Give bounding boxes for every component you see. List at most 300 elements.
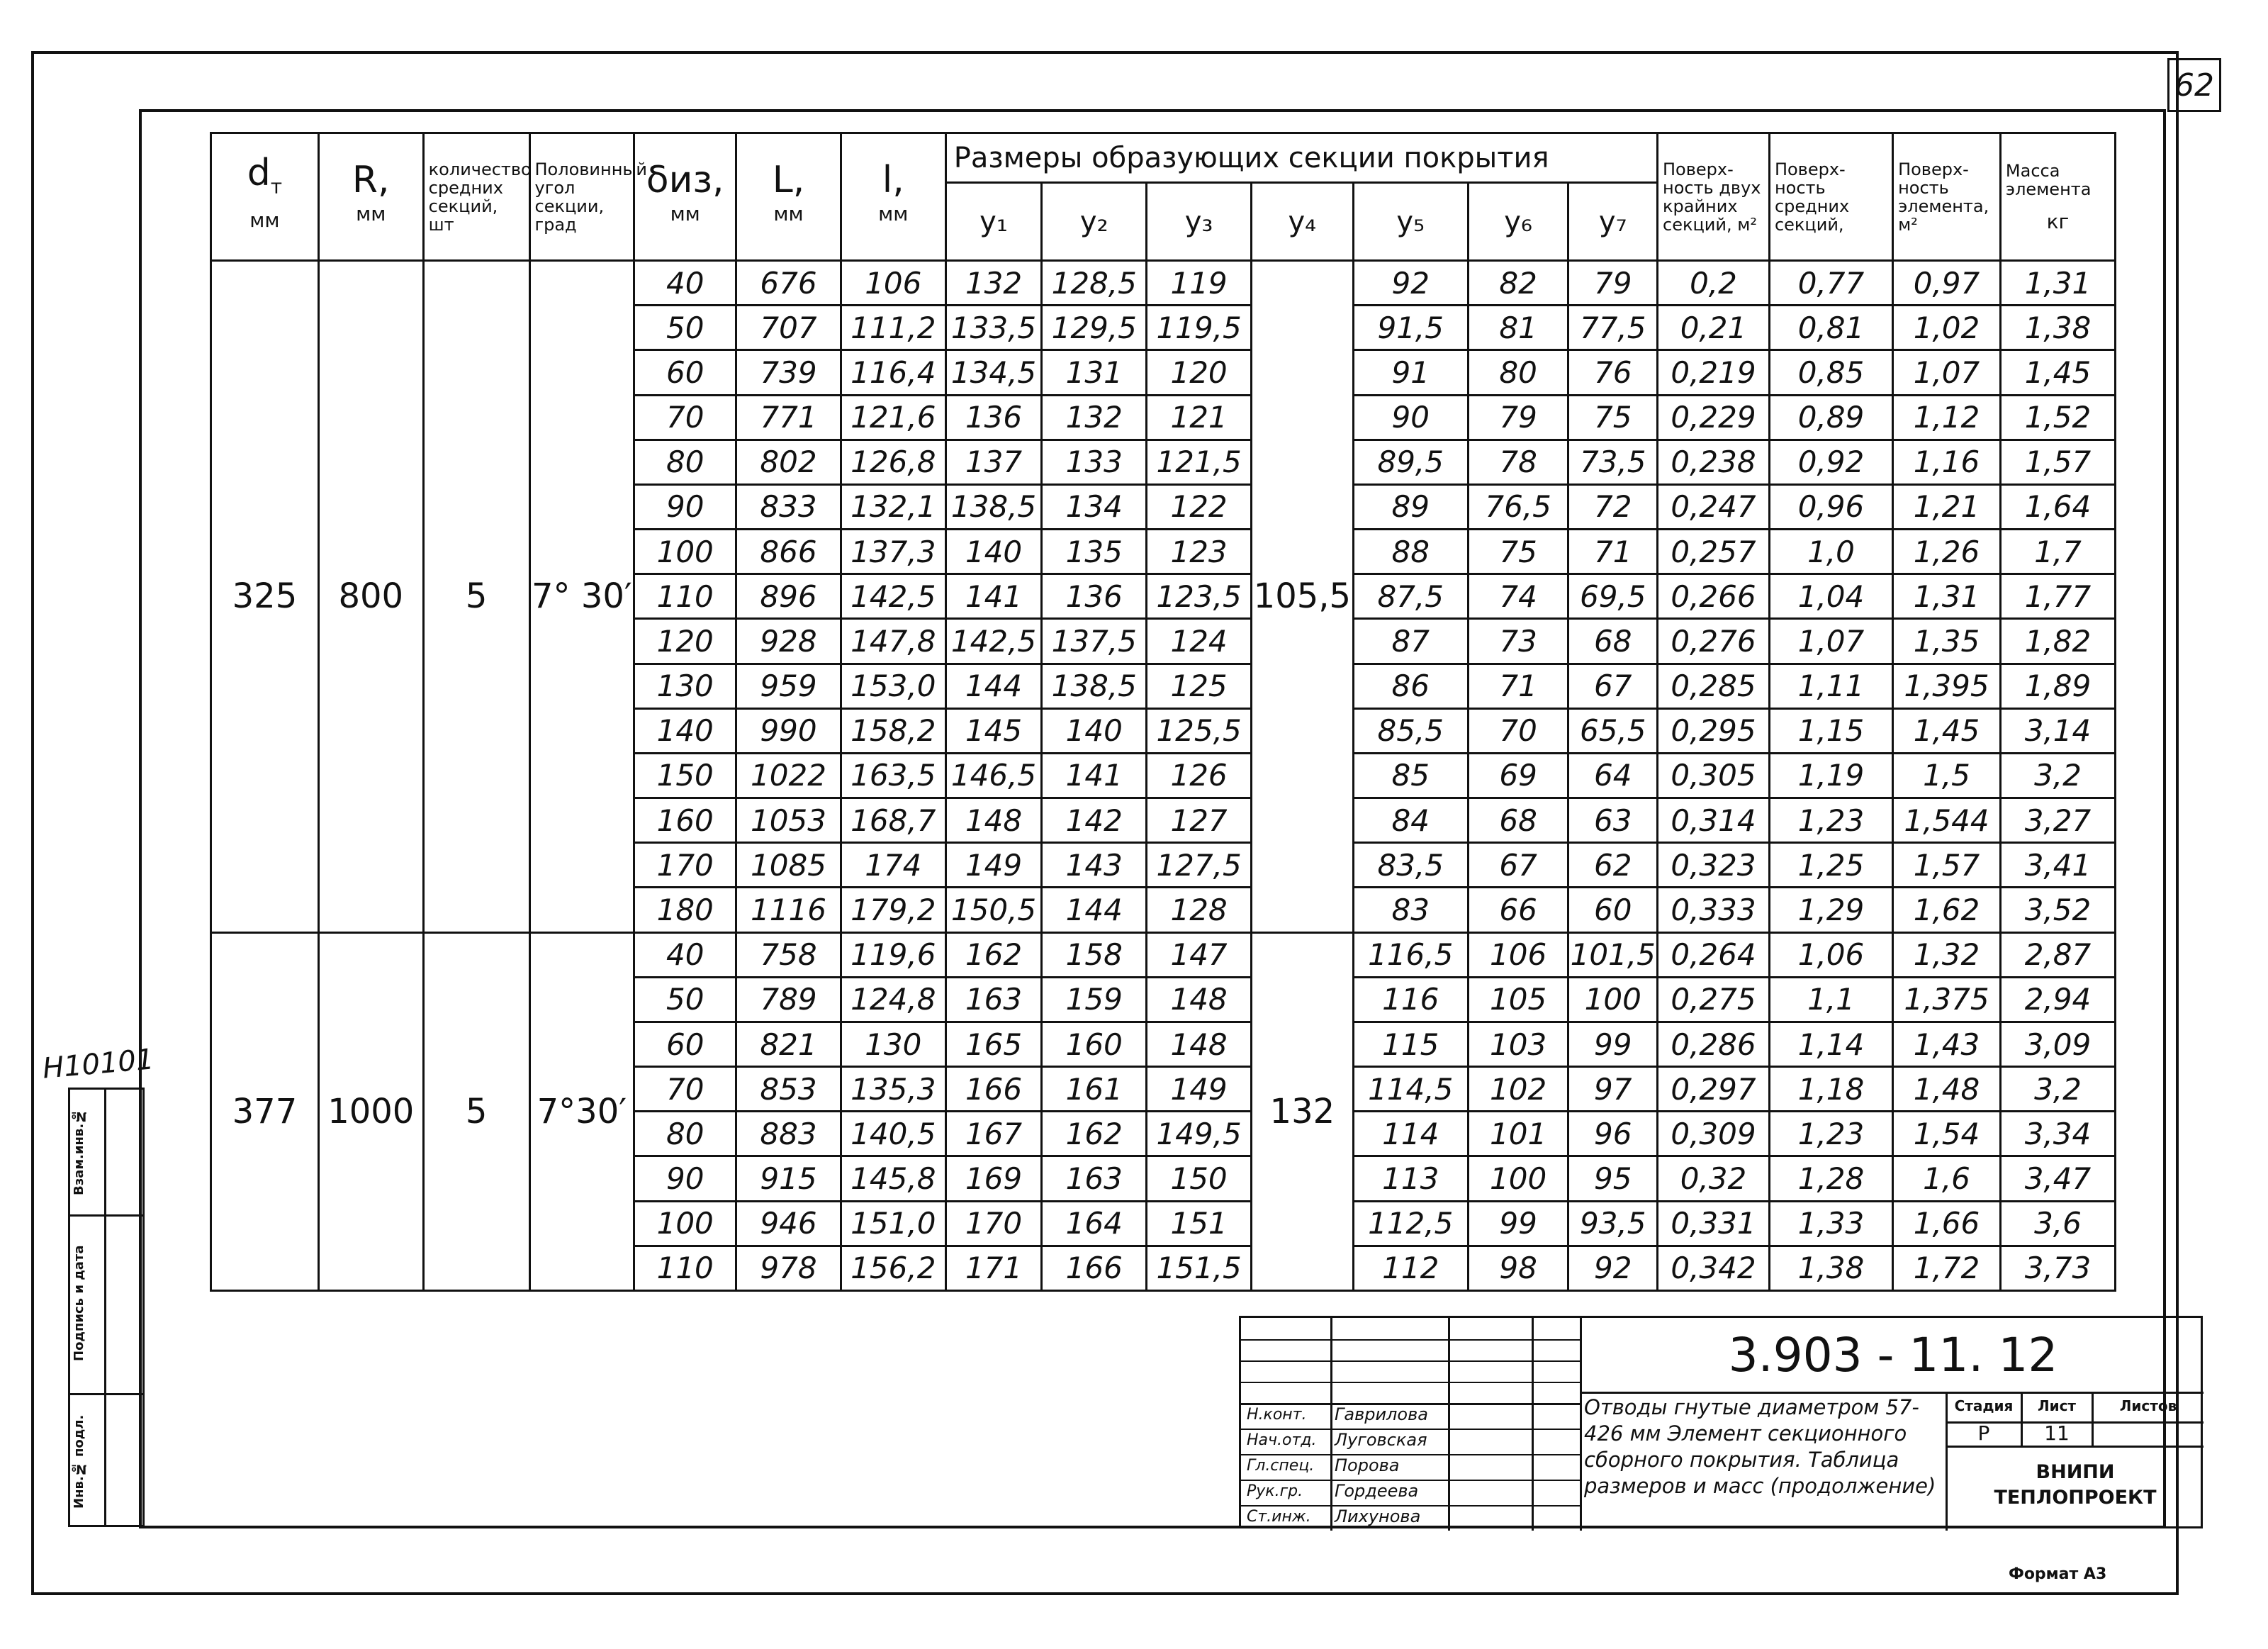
table-cell: 150 (1147, 1156, 1252, 1201)
table-cell: 151,0 (841, 1201, 945, 1246)
name-5: Лихунова (1335, 1507, 1421, 1526)
stage-value: Р (1977, 1421, 1990, 1445)
table-cell: 140 (1042, 708, 1147, 753)
table-cell: 0,309 (1658, 1112, 1770, 1156)
table-cell: 132 (1042, 395, 1147, 440)
table-cell: 160 (634, 798, 736, 843)
name-3: Порова (1335, 1455, 1400, 1475)
table-cell: 166 (945, 1067, 1042, 1112)
table-cell: 325 (211, 261, 319, 933)
table-cell: 1,57 (1893, 843, 2001, 888)
table-cell: 1,35 (1893, 619, 2001, 664)
table-cell: 100 (1568, 977, 1658, 1022)
table-cell: 1,26 (1893, 530, 2001, 574)
table-cell: 60 (1568, 888, 1658, 932)
table-cell: 1,11 (1769, 664, 1892, 708)
table-cell: 990 (736, 708, 841, 753)
table-cell: 87 (1353, 619, 1468, 664)
table-cell: 1,82 (2000, 619, 2115, 664)
table-cell: 1,7 (2000, 530, 2115, 574)
table-cell: 140 (634, 708, 736, 753)
header-sizes-group: Размеры образующих секции покрытия (945, 133, 1657, 183)
header-r: R, мм (318, 133, 423, 261)
header-surface-end: Поверх-ность двух крайних секций, м² (1658, 133, 1770, 261)
table-cell: 119 (1147, 261, 1252, 306)
table-cell: 179,2 (841, 888, 945, 932)
table-cell: 151,5 (1147, 1246, 1252, 1290)
table-cell: 0,276 (1658, 619, 1770, 664)
table-cell: 789 (736, 977, 841, 1022)
table-cell: 0,333 (1658, 888, 1770, 932)
table-cell: 1,66 (1893, 1201, 2001, 1246)
table-cell: 79 (1468, 395, 1568, 440)
name-2: Луговская (1335, 1430, 1427, 1450)
table-cell: 2,94 (2000, 977, 2115, 1022)
table-cell: 7° 30′ (529, 261, 634, 933)
table-cell: 1,07 (1769, 619, 1892, 664)
table-cell: 126 (1147, 753, 1252, 798)
table-cell: 71 (1568, 530, 1658, 574)
table-cell: 145 (945, 708, 1042, 753)
table-cell: 160 (1042, 1022, 1147, 1066)
table-cell: 105,5 (1251, 261, 1353, 933)
table-cell: 128 (1147, 888, 1252, 932)
table-cell: 156,2 (841, 1246, 945, 1290)
table-cell: 124,8 (841, 977, 945, 1022)
table-cell: 0,96 (1769, 484, 1892, 529)
table-cell: 135 (1042, 530, 1147, 574)
table-cell: 1,54 (1893, 1112, 2001, 1156)
table-cell: 78 (1468, 440, 1568, 484)
table-cell: 120 (1147, 350, 1252, 395)
table-cell: 66 (1468, 888, 1568, 932)
table-cell: 103 (1468, 1022, 1568, 1066)
table-cell: 92 (1353, 261, 1468, 306)
table-cell: 3,6 (2000, 1201, 2115, 1246)
table-cell: 1,18 (1769, 1067, 1892, 1112)
table-cell: 0,266 (1658, 574, 1770, 619)
header-surface-mid: Поверх-ность средних секций, (1769, 133, 1892, 261)
table-cell: 0,238 (1658, 440, 1770, 484)
table-cell: 70 (634, 1067, 736, 1112)
table-cell: 132,1 (841, 484, 945, 529)
table-cell: 85 (1353, 753, 1468, 798)
table-cell: 163 (945, 977, 1042, 1022)
table-cell: 0,314 (1658, 798, 1770, 843)
table-cell: 866 (736, 530, 841, 574)
table-cell: 5 (423, 261, 529, 933)
table-cell: 3,2 (2000, 1067, 2115, 1112)
table-cell: 676 (736, 261, 841, 306)
table-cell: 0,219 (1658, 350, 1770, 395)
table-cell: 91 (1353, 350, 1468, 395)
table-cell: 89,5 (1353, 440, 1468, 484)
header-dt: $d_т$ мм (211, 133, 319, 261)
table-cell: 86 (1353, 664, 1468, 708)
table-cell: 166 (1042, 1246, 1147, 1290)
table-cell: 116 (1353, 977, 1468, 1022)
table-cell: 1,77 (2000, 574, 2115, 619)
table-cell: 162 (945, 932, 1042, 977)
organization: ВНИПИ ТЕПЛОПРОЕКТ (1994, 1461, 2157, 1509)
table-cell: 100 (1468, 1156, 1568, 1201)
table-cell: 75 (1568, 395, 1658, 440)
table-cell: 116,4 (841, 350, 945, 395)
table-cell: 883 (736, 1112, 841, 1156)
table-cell: 164 (1042, 1201, 1147, 1246)
table-cell: 81 (1468, 306, 1568, 350)
table-cell: 123,5 (1147, 574, 1252, 619)
table-cell: 80 (634, 1112, 736, 1156)
table-cell: 1,32 (1893, 932, 2001, 977)
header-half-angle: Половинный угол секции, град (529, 133, 634, 261)
table-cell: 165 (945, 1022, 1042, 1066)
table-cell: 1053 (736, 798, 841, 843)
table-cell: 114 (1353, 1112, 1468, 1156)
table-cell: 0,229 (1658, 395, 1770, 440)
table-cell: 150 (634, 753, 736, 798)
table-cell: 130 (634, 664, 736, 708)
table-cell: 1,06 (1769, 932, 1892, 977)
table-cell: 1,15 (1769, 708, 1892, 753)
side-code: Н10101 (41, 1043, 156, 1085)
table-cell: 98 (1468, 1246, 1568, 1290)
table-cell: 137,5 (1042, 619, 1147, 664)
table-cell: 120 (634, 619, 736, 664)
table-cell: 915 (736, 1156, 841, 1201)
table-cell: 106 (1468, 932, 1568, 977)
table-cell: 163 (1042, 1156, 1147, 1201)
table-cell: 63 (1568, 798, 1658, 843)
table-cell: 79 (1568, 261, 1658, 306)
table-cell: 1,12 (1893, 395, 2001, 440)
table-cell: 134,5 (945, 350, 1042, 395)
table-cell: 142,5 (945, 619, 1042, 664)
table-body (211, 261, 2116, 1291)
header-surface-element: Поверх-ность элемента, м² (1893, 133, 2001, 261)
table-cell: 67 (1468, 843, 1568, 888)
table-cell: 76 (1568, 350, 1658, 395)
table-cell: 1,31 (2000, 261, 2115, 306)
table-cell: 1000 (318, 932, 423, 1290)
table-cell: 80 (1468, 350, 1568, 395)
table-cell: 40 (634, 261, 736, 306)
table-cell: 83,5 (1353, 843, 1468, 888)
table-cell: 0,275 (1658, 977, 1770, 1022)
table-cell: 82 (1468, 261, 1568, 306)
table-cell: 143 (1042, 843, 1147, 888)
table-cell: 64 (1568, 753, 1658, 798)
table-cell: 84 (1353, 798, 1468, 843)
table-cell: 150,5 (945, 888, 1042, 932)
table-cell: 1,57 (2000, 440, 2115, 484)
table-cell: 149 (1147, 1067, 1252, 1112)
table-cell: 821 (736, 1022, 841, 1066)
table-cell: 1,07 (1893, 350, 2001, 395)
stage-label: Стадия (1954, 1397, 2014, 1414)
table-cell: 68 (1468, 798, 1568, 843)
table-cell: 0,297 (1658, 1067, 1770, 1112)
table-row (211, 932, 2116, 977)
table-cell: 148 (1147, 1022, 1252, 1066)
table-cell: 1,38 (2000, 306, 2115, 350)
table-cell: 99 (1568, 1022, 1658, 1066)
table-cell: 62 (1568, 843, 1658, 888)
table-cell: 136 (1042, 574, 1147, 619)
table-cell: 159 (1042, 977, 1147, 1022)
role-2: Нач.отд. (1247, 1431, 1317, 1449)
table-cell: 110 (634, 1246, 736, 1290)
table-cell: 802 (736, 440, 841, 484)
table-cell: 142,5 (841, 574, 945, 619)
header-y4: y₄ (1251, 183, 1353, 261)
table-cell: 3,52 (2000, 888, 2115, 932)
table-cell: 1,395 (1893, 664, 2001, 708)
table-cell: 145,8 (841, 1156, 945, 1201)
table-cell: 67 (1568, 664, 1658, 708)
table-cell: 0,305 (1658, 753, 1770, 798)
table-cell: 76,5 (1468, 484, 1568, 529)
table-cell: 162 (1042, 1112, 1147, 1156)
table-cell: 111,2 (841, 306, 945, 350)
table-cell: 1022 (736, 753, 841, 798)
table-cell: 144 (1042, 888, 1147, 932)
title-block (1239, 1316, 2203, 1528)
table-cell: 161 (1042, 1067, 1147, 1112)
table-cell: 167 (945, 1112, 1042, 1156)
table-cell: 148 (1147, 977, 1252, 1022)
table-cell: 1,38 (1769, 1246, 1892, 1290)
role-3: Гл.спец. (1247, 1457, 1315, 1475)
table-cell: 1,31 (1893, 574, 2001, 619)
table-cell: 928 (736, 619, 841, 664)
table-cell: 0,97 (1893, 261, 2001, 306)
table-cell: 3,34 (2000, 1112, 2115, 1156)
table-cell: 1085 (736, 843, 841, 888)
table-cell: 3,09 (2000, 1022, 2115, 1066)
table-cell: 0,247 (1658, 484, 1770, 529)
sheet-value: 11 (2044, 1421, 2070, 1445)
table-cell: 99 (1468, 1201, 1568, 1246)
table-cell: 1,14 (1769, 1022, 1892, 1066)
name-4: Гордеева (1335, 1481, 1419, 1501)
table-cell: 1,5 (1893, 753, 2001, 798)
table-cell: 70 (634, 395, 736, 440)
table-cell: 946 (736, 1201, 841, 1246)
table-cell: 123 (1147, 530, 1252, 574)
table-cell: 112 (1353, 1246, 1468, 1290)
role-5: Ст.инж. (1247, 1508, 1311, 1526)
header-y5: y₅ (1353, 183, 1468, 261)
table-cell: 106 (841, 261, 945, 306)
table-cell: 149 (945, 843, 1042, 888)
table-cell: 91,5 (1353, 306, 1468, 350)
table-cell: 128,5 (1042, 261, 1147, 306)
table-cell: 71 (1468, 664, 1568, 708)
table-cell: 2,87 (2000, 932, 2115, 977)
table-cell: 90 (1353, 395, 1468, 440)
size-mass-table (210, 132, 2116, 1292)
table-cell: 131 (1042, 350, 1147, 395)
table-cell: 89 (1353, 484, 1468, 529)
format-label: Формат А3 (2009, 1565, 2107, 1583)
document-title: Отводы гнутые диаметром 57- 426 мм Элемент секционного сборного покрытия. Таблица размеров и масс (продолжение) (1584, 1395, 1936, 1498)
table-cell: 73 (1468, 619, 1568, 664)
header-y7: y₇ (1568, 183, 1658, 261)
table-cell: 113 (1353, 1156, 1468, 1201)
table-cell: 124 (1147, 619, 1252, 664)
table-cell: 93,5 (1568, 1201, 1658, 1246)
table-cell: 96 (1568, 1112, 1658, 1156)
table-cell: 170 (945, 1201, 1042, 1246)
table-cell: 80 (634, 440, 736, 484)
table-cell: 72 (1568, 484, 1658, 529)
table-cell: 1,29 (1769, 888, 1892, 932)
table-cell: 3,14 (2000, 708, 2115, 753)
table-cell: 125 (1147, 664, 1252, 708)
table-cell: 126,8 (841, 440, 945, 484)
table-cell: 149,5 (1147, 1112, 1252, 1156)
header-y1: y₁ (945, 183, 1042, 261)
table-cell: 158,2 (841, 708, 945, 753)
header-y2: y₂ (1042, 183, 1147, 261)
table-cell: 142 (1042, 798, 1147, 843)
table-cell: 95 (1568, 1156, 1658, 1201)
table-cell: 1,62 (1893, 888, 2001, 932)
table-cell: 158 (1042, 932, 1147, 977)
table-row (211, 261, 2116, 306)
document-code: 3.903 - 11. 12 (1728, 1328, 2058, 1382)
table-cell: 130 (841, 1022, 945, 1066)
table-cell: 1,21 (1893, 484, 2001, 529)
table-cell: 739 (736, 350, 841, 395)
name-1: Гаврилова (1335, 1404, 1428, 1424)
table-cell: 170 (634, 843, 736, 888)
table-cell: 141 (1042, 753, 1147, 798)
table-cell: 140 (945, 530, 1042, 574)
table-cell: 0,85 (1769, 350, 1892, 395)
table-cell: 153,0 (841, 664, 945, 708)
table-cell: 102 (1468, 1067, 1568, 1112)
table-cell: 50 (634, 306, 736, 350)
table-cell: 100 (634, 1201, 736, 1246)
table-cell: 133 (1042, 440, 1147, 484)
table-cell: 138,5 (1042, 664, 1147, 708)
table-cell: 1,0 (1769, 530, 1892, 574)
table-cell: 65,5 (1568, 708, 1658, 753)
table-cell: 137 (945, 440, 1042, 484)
table-cell: 180 (634, 888, 736, 932)
role-4: Рук.гр. (1247, 1482, 1303, 1500)
sheet-label: Лист (2037, 1397, 2077, 1414)
table-cell: 77,5 (1568, 306, 1658, 350)
table-cell: 132 (945, 261, 1042, 306)
table-cell: 101,5 (1568, 932, 1658, 977)
table-cell: 110 (634, 574, 736, 619)
header-L: L, мм (736, 133, 841, 261)
table-cell: 135,3 (841, 1067, 945, 1112)
table-cell: 0,92 (1769, 440, 1892, 484)
table-cell: 800 (318, 261, 423, 933)
table-cell: 0,323 (1658, 843, 1770, 888)
table-cell: 0,342 (1658, 1246, 1770, 1290)
table-cell: 92 (1568, 1246, 1658, 1290)
role-1: Н.конт. (1247, 1406, 1307, 1424)
table-cell: 1,02 (1893, 306, 2001, 350)
table-cell: 87,5 (1353, 574, 1468, 619)
table-cell: 88 (1353, 530, 1468, 574)
table-cell: 0,89 (1769, 395, 1892, 440)
table-cell: 5 (423, 932, 529, 1290)
table-cell: 1,72 (1893, 1246, 2001, 1290)
table-cell: 151 (1147, 1201, 1252, 1246)
table-cell: 3,27 (2000, 798, 2115, 843)
table-cell: 73,5 (1568, 440, 1658, 484)
table-cell: 0,331 (1658, 1201, 1770, 1246)
table-cell: 146,5 (945, 753, 1042, 798)
table-cell: 90 (634, 484, 736, 529)
table-cell: 83 (1353, 888, 1468, 932)
table-cell: 112,5 (1353, 1201, 1468, 1246)
table-cell: 1,375 (1893, 977, 2001, 1022)
table-cell: 140,5 (841, 1112, 945, 1156)
table-cell: 1,45 (1893, 708, 2001, 753)
table-cell: 171 (945, 1246, 1042, 1290)
table-cell: 1,48 (1893, 1067, 2001, 1112)
table-cell: 1,89 (2000, 664, 2115, 708)
side-label-inv: Инв.№ подл. (72, 1414, 86, 1509)
table-cell: 1,23 (1769, 1112, 1892, 1156)
table-cell: 121,6 (841, 395, 945, 440)
table-cell: 148 (945, 798, 1042, 843)
table-cell: 74 (1468, 574, 1568, 619)
table-cell: 0,21 (1658, 306, 1770, 350)
table-cell: 50 (634, 977, 736, 1022)
table-cell: 1,28 (1769, 1156, 1892, 1201)
table-cell: 1,52 (2000, 395, 2115, 440)
table-cell: 119,6 (841, 932, 945, 977)
table-cell: 3,47 (2000, 1156, 2115, 1201)
table-cell: 1,64 (2000, 484, 2115, 529)
table-cell: 75 (1468, 530, 1568, 574)
side-label-replace: Взам.инв.№ (72, 1108, 86, 1196)
side-label-signature: Подпись и дата (72, 1245, 86, 1361)
table-cell: 3,73 (2000, 1246, 2115, 1290)
table-cell: 1,1 (1769, 977, 1892, 1022)
table-cell: 1,45 (2000, 350, 2115, 395)
table-cell: 69 (1468, 753, 1568, 798)
table-cell: 163,5 (841, 753, 945, 798)
table-cell: 134 (1042, 484, 1147, 529)
header-y3: y₃ (1147, 183, 1252, 261)
table-cell: 3,2 (2000, 753, 2115, 798)
table-cell: 168,7 (841, 798, 945, 843)
table-cell: 758 (736, 932, 841, 977)
table-cell: 833 (736, 484, 841, 529)
table-cell: 3,41 (2000, 843, 2115, 888)
table-cell: 129,5 (1042, 306, 1147, 350)
table-cell: 138,5 (945, 484, 1042, 529)
table-cell: 174 (841, 843, 945, 888)
table-cell: 1,544 (1893, 798, 2001, 843)
table-cell: 127 (1147, 798, 1252, 843)
table-cell: 105 (1468, 977, 1568, 1022)
table-cell: 122 (1147, 484, 1252, 529)
table-cell: 1,6 (1893, 1156, 2001, 1201)
table-cell: 707 (736, 306, 841, 350)
sheets-label: Листов (2119, 1397, 2177, 1414)
header-mass: Масса элемента кг (2000, 133, 2115, 261)
